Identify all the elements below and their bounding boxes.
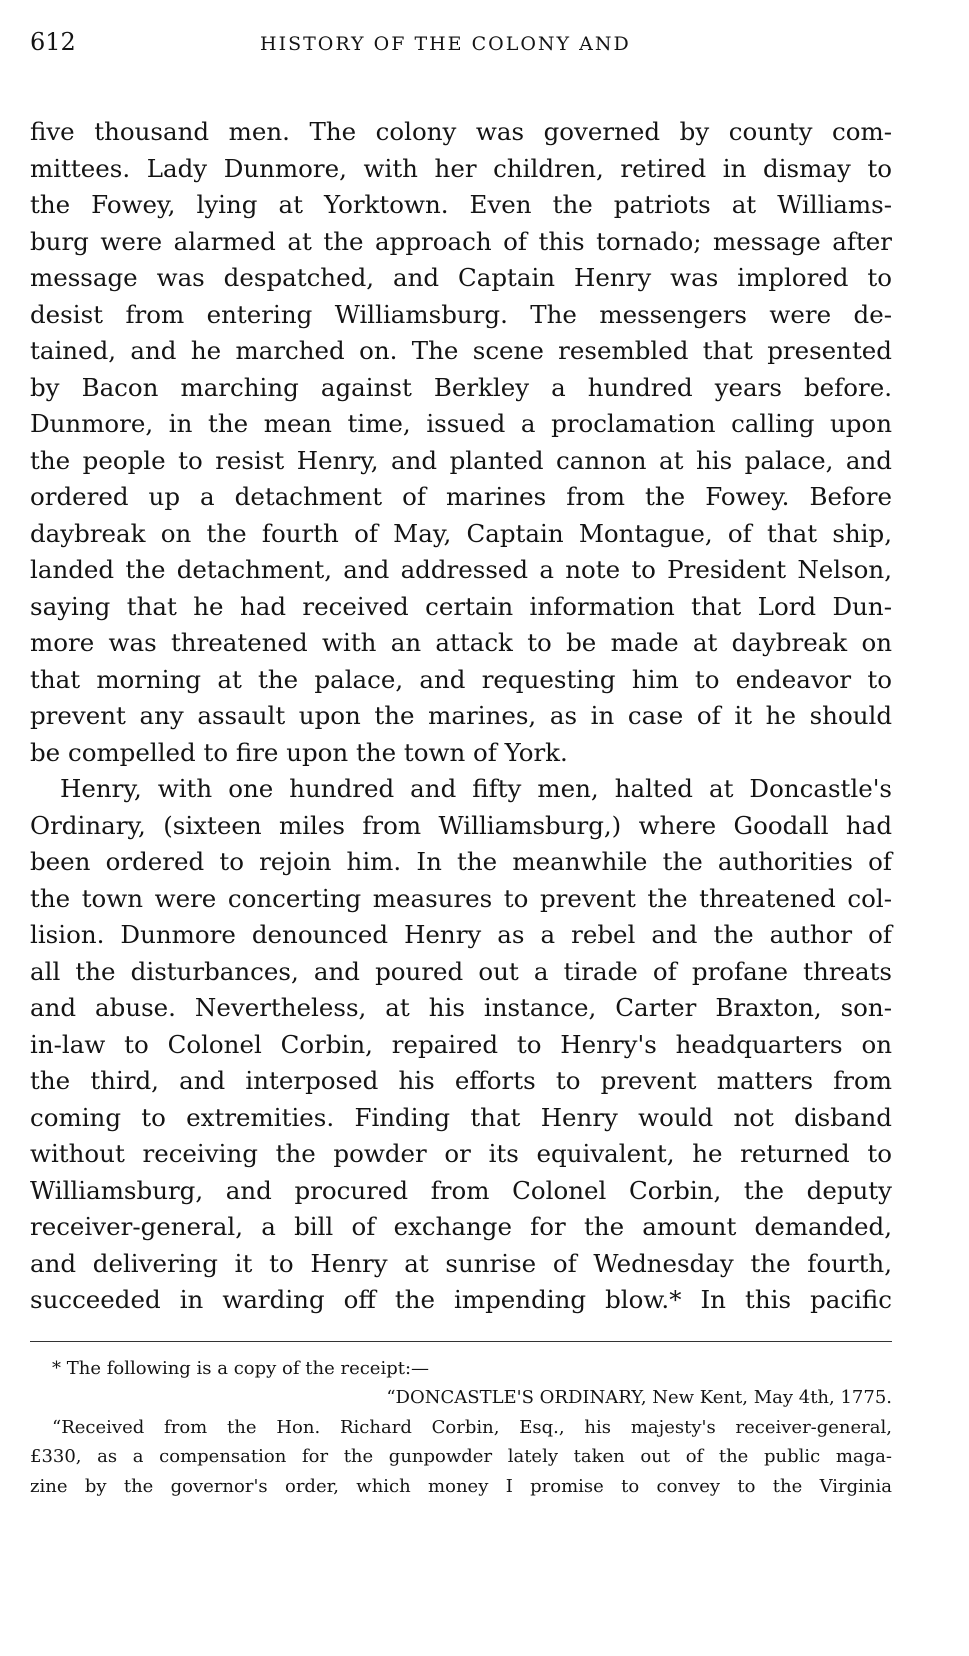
body-line: tained, and he marched on. The scene resembled that presented [30,336,892,365]
body-line: coming to extremities. Finding that Henry would not disband [30,1102,892,1132]
footnote-line: “Received from the Hon. Richard Corbin, Esq., his majesty's receiver-general, [52,1416,892,1438]
footnote-line: * The following is a copy of the receipt:— [52,1357,430,1379]
footnote-line: zine by the governor's order, which money I promise to convey to the Virginia [30,1475,892,1497]
paragraph-start-line: Henry, with one hundred and fifty men, halted at Doncastle's [60,774,892,803]
body-line: landed the detachment, and addressed a note to President Nelson, [30,555,892,584]
body-text [30,114,892,1319]
body-line: succeeded in warding off the impending blow.* In this pacific [30,1285,892,1314]
body-line: the town were concerting measures to prevent the threatened col- [30,883,892,913]
body-line: daybreak on the fourth of May, Captain Montague, of that ship, [30,518,892,548]
page-number: 612 [30,28,76,56]
running-head-title: HISTORY OF THE COLONY AND [260,33,631,55]
running-head [30,26,892,66]
body-line: by Bacon marching against Berkley a hundred years before. [30,372,892,402]
body-line: five thousand men. The colony was governed by county com- [30,117,892,146]
body-line: prevent any assault upon the marines, as in case of it he should [30,701,892,730]
body-line: saying that he had received certain information that Lord Dun- [30,591,892,621]
body-line: more was threatened with an attack to be made at daybreak on [30,628,892,657]
footnote-rule [30,1341,892,1342]
body-line: receiver-general, a bill of exchange for the amount demanded, [30,1212,892,1241]
paragraph-end-line: be compelled to fire upon the town of York. [30,737,568,767]
body-line: the Fowey, lying at Yorktown. Even the patriots at Williams- [30,190,892,219]
footnote-dateline: “DONCASTLE'S ORDINARY, New Kent, May 4th, 1775. [386,1387,892,1408]
body-line: the third, and interposed his efforts to prevent matters from [30,1066,892,1095]
body-line: mittees. Lady Dunmore, with her children, retired in dismay to [30,153,892,183]
body-line: all the disturbances, and poured out a tirade of profane threats [30,956,892,986]
body-line: that morning at the palace, and requesting him to endeavor to [30,664,892,694]
body-line: Ordinary, (sixteen miles from Williamsburg,) where Goodall had [30,810,892,840]
body-line: lision. Dunmore denounced Henry as a rebel and the author of [30,920,892,949]
body-line: ordered up a detachment of marines from the Fowey. Before [30,482,892,511]
body-line: the people to resist Henry, and planted cannon at his palace, and [30,445,892,475]
footnote-line: £330, as a compensation for the gunpowder lately taken out of the public maga- [30,1446,892,1467]
body-line: in-law to Colonel Corbin, repaired to Henry's headquarters on [30,1029,892,1059]
body-line: and abuse. Nevertheless, at his instance, Carter Braxton, son- [30,993,892,1022]
footnote [30,1354,892,1502]
body-line: and delivering it to Henry at sunrise of Wednesday the fourth, [30,1248,892,1278]
body-line: without receiving the powder or its equivalent, he returned to [30,1139,892,1168]
body-line: Dunmore, in the mean time, issued a proclamation calling upon [30,409,892,438]
body-line: burg were alarmed at the approach of this tornado; message after [30,226,892,256]
body-line: Williamsburg, and procured from Colonel Corbin, the deputy [30,1175,892,1205]
body-line: been ordered to rejoin him. In the meanwhile the authorities of [30,847,892,876]
book-page [30,26,892,1501]
body-line: message was despatched, and Captain Henry was implored to [30,263,892,292]
body-line: desist from entering Williamsburg. The messengers were de- [30,299,892,329]
